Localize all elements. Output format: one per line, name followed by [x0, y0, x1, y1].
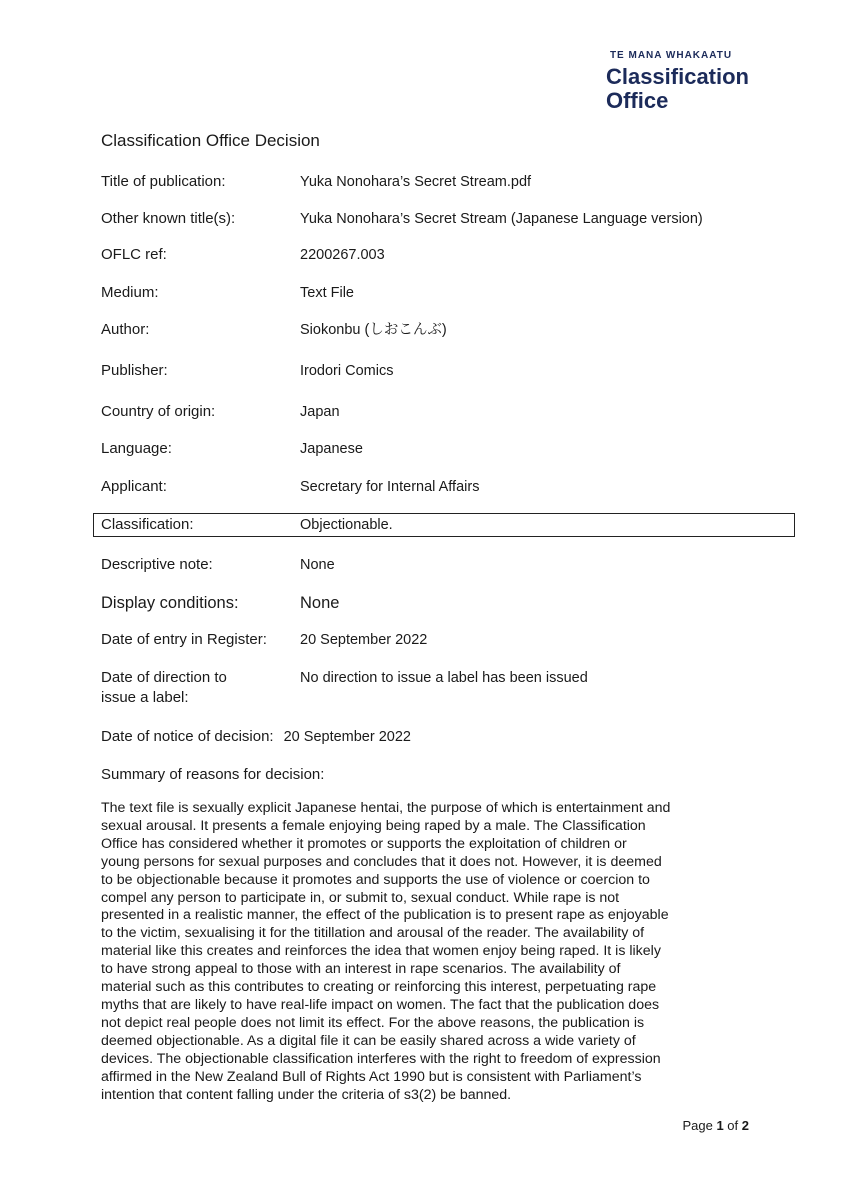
- document-heading: Classification Office Decision: [101, 131, 320, 150]
- field-label: OFLC ref:: [101, 246, 167, 263]
- page-total: 2: [741, 1118, 749, 1133]
- summary-line: myths that are likely to have real-life impact on women. The fact that the publication does: [101, 996, 660, 1013]
- field-value: Siokonbu (しおこんぶ): [300, 322, 447, 338]
- summary-line: compel any person to participate in, or submit to, sexual conduct. While rape is not: [101, 889, 620, 906]
- field-label: Date of entry in Register:: [101, 631, 267, 648]
- logo-name-line2: Office: [605, 88, 669, 113]
- page-middle: of: [723, 1118, 742, 1133]
- summary-line: to have strong appeal to those with an interest in rape scenarios. The availability of: [101, 961, 621, 978]
- summary-line: to the victim, sexualising it for the titillation and arousal of the reader. The availability of: [101, 925, 645, 942]
- summary-line: The text file is sexually explicit Japanese hentai, the purpose of which is entertainment and: [101, 800, 671, 816]
- field-label-line1: Date of direction to: [101, 669, 227, 686]
- summary-line: material like this creates and reinforces the idea that women enjoy being raped. It is likely: [101, 943, 661, 960]
- field-label: Medium:: [101, 284, 159, 301]
- field-value: Japanese: [300, 441, 363, 457]
- field-label: [101, 668, 291, 708]
- field-label: Country of origin:: [101, 403, 216, 420]
- field-value: Text File: [300, 285, 354, 301]
- field-label: Other known title(s):: [101, 210, 236, 227]
- logo-name-line1: Classification: [605, 64, 749, 89]
- field-label: Classification:: [101, 516, 194, 533]
- field-label: Language:: [101, 440, 172, 457]
- field-value: Japan: [300, 404, 340, 420]
- summary-line: material such as this contributes to creating or reinforcing this interest, perpetuating rape: [101, 979, 657, 996]
- summary-body: [101, 800, 761, 1104]
- summary-line: Office has considered whether it promotes or supports the exploitation of children or: [101, 835, 627, 852]
- field-value: None: [300, 594, 340, 612]
- summary-line: sexual arousal. It presents a female enjoying being raped by a male. The Classification: [101, 817, 646, 834]
- summary-line: deemed objectionable. As a digital file it can be easily shared across a wide variety of: [101, 1032, 636, 1049]
- summary-line: to be objectionable because it promotes and supports the use of violence or coercion to: [101, 871, 650, 888]
- field-label-line2: issue a label:: [101, 689, 189, 706]
- summary-line: young persons for sexual purposes and concludes that it does not. However, it is deemed: [101, 853, 662, 870]
- summary-heading: Summary of reasons for decision:: [101, 766, 325, 783]
- field-label: Publisher:: [101, 362, 168, 379]
- logo-tagline: TE MANA WHAKAATU: [609, 50, 733, 61]
- field-label: Descriptive note:: [101, 556, 213, 573]
- field-value: Yuka Nonohara’s Secret Stream.pdf: [300, 174, 532, 190]
- field-value: Irodori Comics: [300, 363, 394, 379]
- field-value: No direction to issue a label has been issued: [300, 670, 588, 686]
- page-current: 1: [716, 1118, 724, 1133]
- field-value: 2200267.003: [300, 247, 385, 263]
- field-value: 20 September 2022: [300, 632, 428, 648]
- page-number: [682, 1118, 749, 1133]
- summary-line: devices. The objectionable classification interferes with the right to freedom of expression: [101, 1050, 661, 1067]
- summary-line: not depict real people does not limit its effect. For the above reasons, the publication is: [101, 1014, 645, 1031]
- field-value: Objectionable.: [300, 517, 393, 533]
- field-value: None: [300, 557, 335, 573]
- field-label: Display conditions:: [101, 594, 239, 612]
- field-value: Yuka Nonohara’s Secret Stream (Japanese Language version): [300, 211, 703, 227]
- field-value: 20 September 2022: [283, 729, 411, 745]
- field-notice-date: [101, 728, 411, 745]
- field-label: Author:: [101, 321, 150, 338]
- page-prefix: Page: [682, 1118, 717, 1133]
- field-label: Title of publication:: [101, 173, 226, 190]
- field-label: Date of notice of decision:: [101, 728, 274, 745]
- summary-line: intention that content falling under the criteria of s3(2) be banned.: [101, 1086, 512, 1103]
- summary-line: presented in a realistic manner, the effect of the publication is to present rape as enjoyable: [101, 907, 669, 924]
- summary-line: affirmed in the New Zealand Bull of Rights Act 1990 but is consistent with Parliament’s: [101, 1068, 642, 1085]
- classification-office-logo: [606, 50, 749, 113]
- field-value: Secretary for Internal Affairs: [300, 479, 480, 495]
- field-label: Applicant:: [101, 478, 167, 495]
